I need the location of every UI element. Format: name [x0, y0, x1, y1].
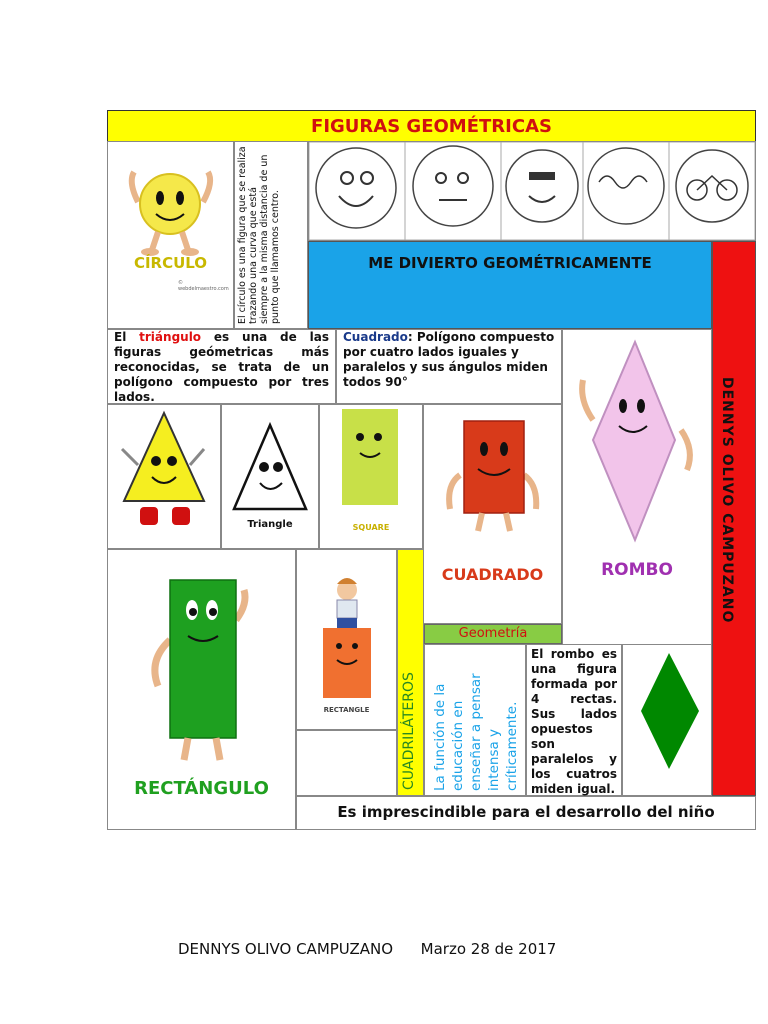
- author-vertical: DENNYS OLIVO CAMPUZANO: [719, 377, 735, 624]
- author-side-bar: [712, 241, 756, 796]
- triangle-definition: [114, 330, 329, 405]
- banner-text: ME DIVIERTO GEOMÉTRICAMENTE: [368, 254, 652, 272]
- education-cell: [424, 644, 526, 796]
- triangle-highlight: triángulo: [139, 330, 202, 344]
- cuadrilateros-bar: [397, 549, 424, 796]
- title-bar: [107, 110, 756, 142]
- circle-definition-cell: [234, 141, 308, 329]
- green-rhombus-icon: [623, 645, 711, 795]
- triangle-definition-cell: [107, 329, 336, 404]
- cuadrilateros-label: CUADRILÁTEROS: [401, 672, 417, 790]
- boy-on-rectangle-icon: [297, 550, 396, 710]
- triangle-text: es una de las figuras geómetricas más reconocidas, se trata de un polígono compuesto por tres lados.: [114, 330, 329, 404]
- triangle-card-label: Triangle: [247, 519, 293, 530]
- square-term: Cuadrado: [343, 330, 408, 344]
- triangle-image-card: [107, 404, 221, 549]
- footer-date: Marzo 28 de 2017: [420, 940, 557, 958]
- smiling-square-icon: [320, 405, 422, 525]
- smiling-triangle-icon: [108, 405, 220, 548]
- rectangle-image-card: [107, 549, 296, 830]
- footer-author: DENNYS OLIVO CAMPUZANO: [178, 940, 394, 958]
- smiling-green-rectangle-icon: [108, 550, 295, 780]
- footer-statement-cell: [296, 796, 756, 830]
- empty-cell: [296, 730, 397, 796]
- triangle-prefix: El: [114, 330, 140, 344]
- cuadrado-image-card: [423, 404, 562, 624]
- green-rhombus-cell: [622, 644, 712, 796]
- cuadrado-label: CUADRADO: [441, 565, 544, 584]
- rectangle-card-label: RECTANGLE: [323, 706, 370, 714]
- rectangle-boy-card: [296, 549, 397, 730]
- coloring-faces-icon: [309, 142, 755, 240]
- circle-image-card: [107, 141, 234, 329]
- circle-caption: © webdelmaestro.com: [178, 280, 229, 292]
- rhombus-label: ROMBO: [601, 560, 673, 580]
- education-text: La función de la educación en enseñar a pensar intensa y críticamente.: [432, 673, 520, 791]
- footer-statement: Es imprescindible para el desarrollo del niño: [337, 803, 715, 821]
- square-image-card: [319, 404, 423, 549]
- banner: [308, 241, 712, 329]
- square-card-label: SQUARE: [352, 523, 390, 532]
- faces-strip: [308, 141, 756, 241]
- page-title: FIGURAS GEOMÉTRICAS: [311, 115, 552, 137]
- geometria-label: Geometría: [458, 626, 528, 641]
- page-footer: [178, 940, 658, 958]
- rhombus-definition: El rombo es una figura formada por 4 rectas. Sus lados opuestos son paralelos y los cuatros miden igual.: [531, 647, 617, 796]
- geometria-band: [424, 624, 562, 644]
- rhombus-image-card: [562, 329, 712, 645]
- rhombus-definition-cell: [526, 644, 622, 796]
- rectangle-label: RECTÁNGULO: [134, 778, 269, 799]
- square-definition-cell: [336, 329, 562, 404]
- triangle-outline-icon: [222, 405, 318, 517]
- square-definition: [343, 330, 555, 390]
- smiling-red-square-icon: [424, 405, 561, 555]
- circle-definition: El círculo es una figura que se realiza trazando una curva que está siempre a la misma distancia de un punto que llamamos centro.: [237, 146, 281, 324]
- square-text: : Polígono compuesto por cuatro lados iguales y paralelos y sus ángulos miden todos 90°: [343, 330, 555, 389]
- smiling-rhombus-icon: [563, 330, 711, 570]
- triangle-drawing-card: [221, 404, 319, 549]
- circle-label: CÍRCULO: [133, 254, 208, 272]
